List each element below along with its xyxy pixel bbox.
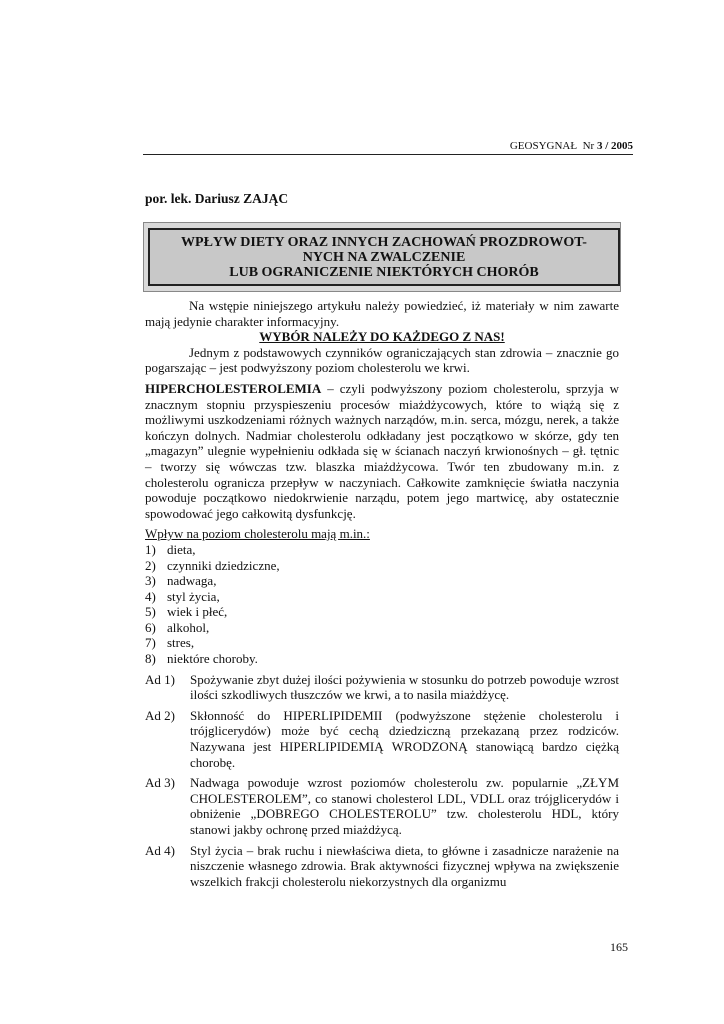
hypercholesterolemia-paragraph <box>145 381 619 521</box>
hypercholesterolemia-term: HIPERCHOLESTEROLEMIA <box>145 380 322 396</box>
journal-name: GEOSYGNAŁ <box>509 140 578 152</box>
list-item: 8) niektóre choroby. <box>145 651 258 667</box>
ad-item-3 <box>145 775 619 837</box>
ad-label: Ad 2) <box>145 707 175 723</box>
ad-item-4 <box>145 843 619 890</box>
intro-paragraph: Na wstępie niniejszego artykułu należy powiedzieć, iż materiały w nim zawarte mają jedynie charakter informacyjny. <box>145 298 619 329</box>
ad-item-1 <box>145 672 619 703</box>
list-item: 1) dieta, <box>145 541 196 557</box>
hypercholesterolemia-text: – czyli podwyższony poziom cholesterolu, sprzyja w znacznym stopniu przyspieszeniu procesów miażdżycowych, które to wiążą się z możliwymi uszkodzeniami różnych ważnych narządów, m.in. serca, mózgu, nerek, a także kończyn dolnych. Nadmiar cholesterolu odkładany jest początkowo w skórze, gdy ten „magazyn” ulegnie wypełnieniu odkłada się w ścianach naczyń krwionośnych – gł. tętnic – tworzy się wówczas tzw. blaszka miażdżycowa. Twór ten zbudowany m.in. z cholesterolu ogranicza przepływ w naczyniach. Całkowite zamknięcie światła naczynia powoduje początkowo niedokrwienie narządu, potem jego martwicę, aby ostatecznie spowodować jego całkowitą dysfunkcję. <box>145 380 619 521</box>
list-item: 3) nadwaga, <box>145 573 217 589</box>
page-number: 165 <box>610 940 628 954</box>
ad-text: Spożywanie zbyt dużej ilości pożywienia w stosunku do potrzeb powoduje wzrost ilości szkodliwych tłuszczów we krwi, a to nasila miażdżycę. <box>190 671 619 703</box>
title-line-3: LUB OGRANICZENIE NIEKTÓRYCH CHORÓB <box>229 264 539 280</box>
list-item: 6) alkohol, <box>145 619 210 635</box>
paragraph-1: Jednym z podstawowych czynników ograniczających stan zdrowia – znacznie go pogarszając – jest podwyższony poziom cholesterolu we krwi. <box>145 344 619 376</box>
list-item: 7) stres, <box>145 635 195 651</box>
article-title-box <box>148 228 620 286</box>
ad-label: Ad 4) <box>145 842 175 858</box>
author-name: por. lek. Dariusz ZAJĄC <box>145 191 289 206</box>
list-item: 5) wiek i płeć, <box>145 604 228 620</box>
issue-prefix: Nr <box>582 140 597 152</box>
factors-list <box>145 542 619 667</box>
title-line-1: WPŁYW DIETY ORAZ INNYCH ZACHOWAŃ PROZDROWOT- <box>181 234 587 250</box>
ad-text: Styl życia – brak ruchu i niewłaściwa dieta, to główne i zasadnicze narażenie na niszczenie własnego zdrowia. Brak aktywności fizycznej wpływa na zwiększenie wszelkich frakcji cholesterolu niekorzystnych dla organizmu <box>190 842 619 889</box>
ad-text: Skłonność do HIPERLIPIDEMII (podwyższone stężenie cholesterolu i trójglicerydów) może być cechą dziedziczną przekazaną przez rodziców. Nazywana jest HIPERLIPIDEMIĄ WRODZONĄ stanowiącą bardzo ciężką chorobę. <box>190 707 619 770</box>
list-item: 2) czynniki dziedziczne, <box>145 557 280 573</box>
list-item: 4) styl życia, <box>145 588 220 604</box>
factors-heading: Wpływ na poziom cholesterolu mają m.in.: <box>145 526 370 542</box>
ad-label: Ad 1) <box>145 671 175 687</box>
motto: WYBÓR NALEŻY DO KAŻDEGO Z NAS! <box>259 329 505 345</box>
title-line-2: NYCH NA ZWALCZENIE <box>302 249 466 265</box>
running-header <box>143 140 633 155</box>
ad-label: Ad 3) <box>145 775 175 791</box>
article-body <box>145 298 619 889</box>
ad-text: Nadwaga powoduje wzrost poziomów cholesterolu zw. popularnie „ZŁYM CHOLESTEROLEM”, co stanowi cholesterol LDL, VDLL oraz trójglicerydów i obniżenie „DOBREGO CHOLESTEROLU” tzw. cholesterolu HDL, który stanowi jakby ochronę przed miażdżycą. <box>190 775 619 837</box>
issue-number: 3 / 2005 <box>596 140 633 152</box>
ad-item-2 <box>145 708 619 770</box>
